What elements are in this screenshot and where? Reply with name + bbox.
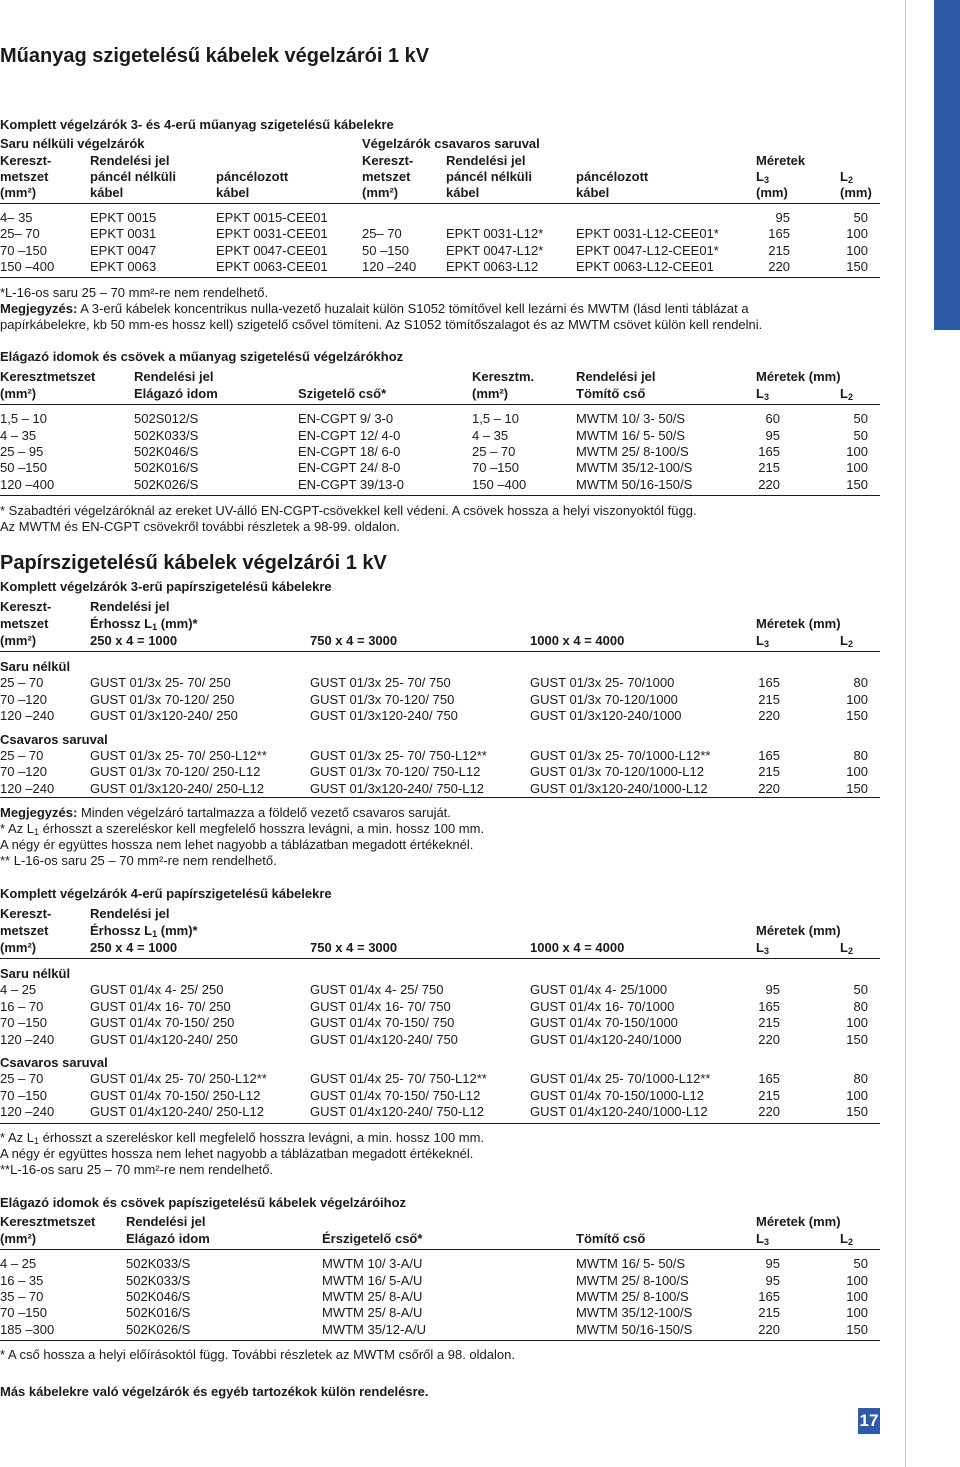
table-cell: 150: [846, 1031, 868, 1047]
table-cell: 150: [846, 780, 868, 796]
table-cell: 220: [758, 708, 780, 723]
note: * Az $L_1$ érhosszt a szereléskor kell megfelelő hosszra levágni, a min. hossz 100 mm.: [0, 821, 485, 837]
table-cell: 502K033/S: [126, 1256, 191, 1271]
side-rule: [905, 0, 906, 1467]
table-header-cell: Keresztmetszet: [0, 1214, 96, 1229]
table-header-cell: Rendelési jel: [446, 153, 526, 168]
table-cell: GUST 01/3x 25- 70/1000-L12**: [530, 747, 711, 763]
table-cell: EPKT 0031-CEE01: [216, 226, 328, 241]
table-cell: MWTM 10/ 3-A/U: [322, 1256, 423, 1271]
table-cell: MWTM 35/12-100/S: [576, 1305, 693, 1320]
table-cell: GUST 01/3x120-240/ 750-L12: [310, 780, 484, 796]
table-cell: MWTM 25/ 8-100/S: [576, 1289, 689, 1304]
table-cell: GUST 01/4x 70-150/ 250: [90, 1015, 235, 1030]
table-cell: 100: [846, 764, 868, 779]
table-header-cell: 750 x 4 = 3000: [310, 633, 398, 648]
note: A négy ér együttes hossza nem lehet nagyobb a táblázatban megadott értékeknél.: [0, 1146, 474, 1161]
table-header-cell: $L_2$: [840, 386, 853, 402]
table-cell: GUST 01/4x 25- 70/1000-L12**: [530, 1071, 711, 1086]
table-cell: 502K026/S: [134, 477, 199, 492]
table-cell: MWTM 50/16-150/S: [576, 1322, 693, 1337]
table-rule: [0, 1340, 880, 1341]
table-cell: GUST 01/4x 16- 70/1000: [530, 998, 675, 1014]
table-cell: MWTM 25/ 8-100/S: [576, 1273, 689, 1288]
table-cell: 215: [768, 243, 790, 258]
table-header-cell: Elágazó idom: [134, 386, 218, 401]
table-cell: 50: [853, 210, 868, 225]
table-header-cell: Szigetelő cső*: [298, 386, 387, 401]
table-cell: 25 – 70: [472, 444, 516, 459]
table-rule: [0, 495, 880, 496]
table-cell: 95: [775, 210, 790, 225]
table-cell: 165: [758, 1071, 780, 1086]
table-cell: 502K016/S: [134, 460, 199, 475]
table-cell: 100: [846, 243, 868, 258]
table-cell: EN-CGPT 39/13-0: [298, 477, 404, 492]
table-cell: 4 – 35: [472, 428, 509, 443]
table-header-cell: $L_3$: [756, 940, 769, 956]
table-cell: 1,5 – 10: [0, 411, 47, 426]
table-cell: GUST 01/3x 70-120/1000-L12: [530, 764, 704, 779]
table-cell: 80: [853, 998, 868, 1014]
table-cell: 70 –150: [472, 460, 519, 475]
table-header-cell: 750 x 4 = 3000: [310, 940, 398, 955]
table-cell: 25– 70: [362, 226, 402, 241]
table-cell: EPKT 0047-L12-CEE01*: [576, 243, 719, 258]
table-cell: GUST 01/3x 70-120/ 750-L12: [310, 764, 481, 779]
table-cell: EN-CGPT 9/ 3-0: [298, 411, 394, 426]
table-cell: 80: [853, 1071, 868, 1086]
table-cell: GUST 01/4x 70-150/ 750: [310, 1015, 455, 1030]
table-cell: 25 – 70: [0, 1071, 44, 1086]
table-header-cell: páncél nélküli: [90, 169, 176, 184]
table-cell: 150 –400: [472, 477, 527, 492]
table-cell: MWTM 25/ 8-100/S: [576, 444, 689, 459]
table-cell: GUST 01/4x120-240/ 250-L12: [90, 1104, 264, 1119]
table-cell: GUST 01/4x 70-150/ 250-L12: [90, 1087, 261, 1103]
note-label: Megjegyzés:: [0, 301, 78, 316]
table-cell: GUST 01/4x120-240/1000-L12: [530, 1104, 708, 1119]
table-cell: 215: [758, 1015, 780, 1030]
table-cell: 502K046/S: [134, 444, 199, 459]
group-label: Végelzárók csavaros saruval: [362, 136, 540, 151]
table-cell: GUST 01/4x 70-150/1000-L12: [530, 1087, 704, 1103]
table-cell: 502K033/S: [134, 428, 199, 443]
table-cell: MWTM 25/ 8-A/U: [322, 1289, 423, 1304]
table-header-cell: Érhossz $L_1$ (mm)*: [90, 616, 198, 632]
note: ** L-16-os saru 25 – 70 mm²-re nem rendelhető.: [0, 853, 277, 868]
table-cell: 165: [768, 226, 790, 241]
section-heading: Komplett végelzárók 3- és 4-erű műanyag szigetelésű kábelekre: [0, 117, 394, 132]
table-header-cell: (mm²): [362, 185, 399, 200]
note: *L-16-os saru 25 – 70 mm²-re nem rendelhető.: [0, 285, 269, 300]
table-cell: GUST 01/3x 25- 70/ 250-L12**: [90, 747, 267, 763]
table-header-cell: Rendelési jel: [576, 369, 656, 384]
table-cell: GUST 01/4x 4- 25/1000: [530, 982, 668, 997]
table-header-cell: Rendelési jel: [134, 369, 214, 384]
table-cell: EPKT 0015-CEE01: [216, 210, 328, 225]
table-cell: 1,5 – 10: [472, 411, 519, 426]
table-cell: 4 – 25: [0, 982, 37, 997]
table-cell: 25 – 70: [0, 747, 44, 763]
note-text: A 3-erű kábelek koncentrikus nulla-vezető huzalait külön S1052 tömítővel kell lezárni és MWTM (lásd lenti táblázat a: [80, 301, 749, 316]
table-cell: GUST 01/4x120-240/ 750: [310, 1031, 458, 1047]
table-cell: 215: [758, 1305, 780, 1320]
table-rule: [0, 797, 880, 798]
table-cell: 95: [765, 1256, 780, 1271]
table-cell: EPKT 0063-L12: [446, 259, 539, 274]
section-heading: Komplett végelzárók 3-erű papírszigetelésű kábelekre: [0, 579, 332, 594]
table-header-cell: metszet: [362, 169, 411, 184]
table-cell: GUST 01/4x 25- 70/ 250-L12**: [90, 1071, 267, 1086]
table-header-cell: Érszigetelő cső*: [322, 1231, 423, 1246]
table-cell: 95: [765, 428, 780, 443]
table-cell: 150: [846, 1322, 868, 1337]
table-cell: 120 –240: [0, 1104, 55, 1119]
table-cell: 70 –150: [0, 1015, 47, 1030]
table-cell: 4– 35: [0, 210, 33, 225]
table-cell: EPKT 0031-L12-CEE01*: [576, 226, 719, 241]
table-cell: 215: [758, 1087, 780, 1103]
table-cell: EPKT 0047-CEE01: [216, 243, 328, 258]
table-cell: 502K026/S: [126, 1322, 191, 1337]
table-cell: 16 – 70: [0, 998, 44, 1014]
table-cell: 150: [846, 259, 868, 274]
table-header-cell: Méretek (mm): [756, 369, 841, 384]
table-header-cell: Rendelési jel: [90, 153, 170, 168]
section-heading: Komplett végelzárók 4-erű papírszigetelésű kábelekre: [0, 886, 332, 901]
table-cell: GUST 01/3x 25- 70/ 250: [90, 675, 231, 690]
table-header-cell: Méretek (mm): [756, 616, 841, 631]
table-header-cell: (mm²): [472, 386, 509, 401]
table-cell: GUST 01/4x 4- 25/ 750: [310, 982, 444, 997]
table-cell: GUST 01/4x 4- 25/ 250: [90, 982, 224, 997]
table-rule: [0, 404, 880, 405]
table-cell: MWTM 35/12-100/S: [576, 460, 693, 475]
table-cell: 70 –120: [0, 764, 47, 779]
table-cell: 502S012/S: [134, 411, 199, 426]
table-header-cell: (mm): [756, 185, 788, 200]
table-cell: 100: [846, 1289, 868, 1304]
note-text: Minden végelzáró tartalmazza a földelő vezető csavaros saruját.: [80, 805, 451, 820]
table-rule: [0, 277, 880, 278]
table-header-cell: Méretek: [756, 153, 806, 168]
table-header-cell: Kereszt-: [0, 153, 52, 168]
table-header-cell: Tömítő cső: [576, 386, 646, 401]
note: **L-16-os saru 25 – 70 mm²-re nem rendelhető.: [0, 1162, 274, 1177]
table-cell: EPKT 0031: [90, 226, 157, 241]
table-cell: 165: [758, 747, 780, 763]
table-rule: [0, 1249, 880, 1250]
table-rule: [0, 651, 880, 652]
table-header-cell: páncél nélküli: [446, 169, 532, 184]
table-cell: 100: [846, 444, 868, 459]
table-cell: 25– 70: [0, 226, 40, 241]
table-cell: 50 –150: [0, 460, 47, 475]
table-cell: 4 – 25: [0, 1256, 37, 1271]
table-header-cell: Keresztmetszet: [0, 369, 96, 384]
table-cell: GUST 01/3x 25- 70/ 750-L12**: [310, 747, 487, 763]
table-cell: 502K046/S: [126, 1289, 191, 1304]
table-cell: EPKT 0047-L12*: [446, 243, 544, 258]
table-cell: 185 –300: [0, 1322, 55, 1337]
table-cell: 70 –120: [0, 691, 47, 707]
group-label: Saru nélkül: [0, 659, 71, 674]
note: A négy ér együttes hossza nem lehet nagyobb a táblázatban megadott értékeknél.: [0, 837, 474, 852]
table-cell: 70 –150: [0, 1087, 47, 1103]
table-cell: GUST 01/3x120-240/ 250: [90, 708, 238, 723]
table-cell: GUST 01/4x120-240/ 750-L12: [310, 1104, 484, 1119]
table-cell: 120 –240: [0, 780, 55, 796]
table-header-cell: (mm²): [0, 940, 37, 955]
table-cell: EPKT 0063-L12-CEE01: [576, 259, 714, 274]
table-cell: GUST 01/4x120-240/ 250: [90, 1031, 238, 1047]
table-rule: [0, 958, 880, 959]
table-cell: EPKT 0015: [90, 210, 157, 225]
table-cell: 220: [758, 780, 780, 796]
table-cell: 60: [765, 411, 780, 426]
table-cell: 35 – 70: [0, 1289, 44, 1304]
table-rule: [0, 203, 880, 204]
table-header-cell: (mm²): [0, 1231, 37, 1246]
table-header-cell: $L_2$: [840, 940, 853, 956]
table-cell: MWTM 16/ 5-A/U: [322, 1273, 423, 1288]
table-header-cell: kábel: [216, 185, 250, 200]
page-number: 17: [858, 1408, 880, 1434]
table-cell: 70 –150: [0, 1305, 47, 1320]
table-header-cell: Elágazó idom: [126, 1231, 210, 1246]
note: Az MWTM és EN-CGPT csövekről további részletek a 98-99. oldalon.: [0, 519, 401, 534]
table-header-cell: páncélozott: [216, 169, 289, 184]
note: * A cső hossza a helyi előírásoktól függ. További részletek az MWTM csőről a 98. oldalon.: [0, 1347, 515, 1362]
table-cell: GUST 01/4x120-240/1000: [530, 1031, 682, 1047]
table-header-cell: $L_2$: [840, 169, 853, 185]
note: * Szabadtéri végelzáróknál az ereket UV-álló EN-CGPT-csövekkel kell védeni. A csövek hossza a helyi viszonyoktól függ.: [0, 503, 697, 518]
table-cell: EN-CGPT 18/ 6-0: [298, 444, 401, 459]
table-cell: 215: [758, 691, 780, 707]
table-cell: 100: [846, 226, 868, 241]
table-cell: GUST 01/3x 25- 70/1000: [530, 675, 675, 690]
table-cell: GUST 01/4x 16- 70/ 250: [90, 998, 231, 1014]
table-header-cell: $L_3$: [756, 633, 769, 649]
table-cell: GUST 01/3x 70-120/ 750: [310, 691, 455, 707]
table-header-cell: Rendelési jel: [90, 906, 170, 921]
table-header-cell: (mm²): [0, 633, 37, 648]
table-cell: 150: [846, 708, 868, 723]
table-header-cell: $L_3$: [756, 169, 769, 185]
table-header-cell: metszet: [0, 616, 49, 631]
table-header-cell: Kereszt-: [0, 599, 52, 614]
table-cell: 220: [768, 259, 790, 274]
table-header-cell: metszet: [0, 923, 49, 938]
note-label: Megjegyzés:: [0, 805, 78, 820]
table-cell: 100: [846, 1273, 868, 1288]
table-cell: GUST 01/4x 70-150/ 750-L12: [310, 1087, 481, 1103]
table-cell: 25 – 95: [0, 444, 44, 459]
table-header-cell: Rendelési jel: [90, 599, 170, 614]
table-cell: 100: [846, 1015, 868, 1030]
note: * Az $L_1$ érhosszt a szereléskor kell megfelelő hosszra levágni, a min. hossz 100 mm.: [0, 1130, 485, 1146]
table-cell: 120 –240: [0, 1031, 55, 1047]
table-cell: MWTM 25/ 8-A/U: [322, 1305, 423, 1320]
table-cell: 165: [758, 444, 780, 459]
table-cell: 50: [853, 1256, 868, 1271]
table-cell: 120 –400: [0, 477, 55, 492]
table-header-cell: (mm): [840, 185, 872, 200]
table-cell: 150 –400: [0, 259, 55, 274]
table-cell: 100: [846, 460, 868, 475]
table-cell: 25 – 70: [0, 675, 44, 690]
table-cell: 502K016/S: [126, 1305, 191, 1320]
table-cell: 150: [846, 1104, 868, 1119]
table-cell: 165: [758, 998, 780, 1014]
table-cell: GUST 01/3x120-240/ 750: [310, 708, 458, 723]
group-label: Saru nélkül: [0, 966, 71, 981]
table-cell: 95: [765, 1273, 780, 1288]
table-header-cell: (mm²): [0, 185, 37, 200]
table-cell: 80: [853, 675, 868, 690]
table-cell: 120 –240: [0, 708, 55, 723]
table-cell: 220: [758, 1031, 780, 1047]
table-cell: 50 –150: [362, 243, 409, 258]
table-cell: EPKT 0063: [90, 259, 157, 274]
note: [0, 301, 749, 317]
table-header-cell: metszet: [0, 169, 49, 184]
table-cell: MWTM 16/ 5- 50/S: [576, 428, 686, 443]
table-cell: 215: [758, 460, 780, 475]
table-header-cell: 250 x 4 = 1000: [90, 940, 178, 955]
table-cell: MWTM 35/12-A/U: [322, 1322, 427, 1337]
table-header-cell: kábel: [446, 185, 480, 200]
section-heading: Elágazó idomok és csövek papíszigetelésű kábelek végelzáróihoz: [0, 1195, 407, 1210]
table-cell: 502K033/S: [126, 1273, 191, 1288]
table-cell: GUST 01/3x 70-120/1000: [530, 691, 678, 707]
table-header-cell: 1000 x 4 = 4000: [530, 940, 625, 955]
section-heading: Elágazó idomok és csövek a műanyag szigetelésű végelzárókhoz: [0, 349, 404, 364]
table-cell: GUST 01/3x 70-120/ 250: [90, 691, 235, 707]
table-cell: 120 –240: [362, 259, 417, 274]
section-title: Papírszigetelésű kábelek végelzárói 1 kV: [0, 552, 387, 574]
table-header-cell: Rendelési jel: [126, 1214, 206, 1229]
table-header-cell: Kereszt-: [0, 906, 52, 921]
table-cell: EPKT 0063-CEE01: [216, 259, 328, 274]
side-color-tab: [934, 0, 960, 330]
table-header-cell: Kereszt-: [362, 153, 414, 168]
group-label: Csavaros saruval: [0, 1055, 108, 1070]
footer-note: Más kábelekre való végelzárók és egyéb tartozékok külön rendelésre.: [0, 1384, 429, 1399]
table-cell: 50: [853, 411, 868, 426]
table-cell: 165: [758, 1289, 780, 1304]
table-cell: GUST 01/4x 16- 70/ 750: [310, 998, 451, 1014]
table-cell: GUST 01/3x 25- 70/ 750: [310, 675, 451, 690]
table-cell: 100: [846, 1087, 868, 1103]
table-header-cell: Érhossz $L_1$ (mm)*: [90, 923, 198, 939]
table-header-cell: Méretek (mm): [756, 1214, 841, 1229]
table-cell: 95: [765, 982, 780, 997]
table-header-cell: 250 x 4 = 1000: [90, 633, 178, 648]
table-cell: 80: [853, 747, 868, 763]
table-cell: GUST 01/3x120-240/1000-L12: [530, 780, 708, 796]
table-cell: 100: [846, 691, 868, 707]
table-cell: 50: [853, 428, 868, 443]
table-cell: 220: [758, 477, 780, 492]
table-cell: 165: [758, 675, 780, 690]
table-header-cell: $L_2$: [840, 1231, 853, 1247]
table-cell: EPKT 0047: [90, 243, 157, 258]
group-label: Csavaros saruval: [0, 731, 108, 747]
note: papírkábelekre, kb 50 mm-es hossz kell) szigetelő csővel tömíteni. Az S1052 tömítőszalagot és az MWTM csövet külön kell rendelni.: [0, 317, 763, 332]
table-cell: 215: [758, 764, 780, 779]
table-cell: MWTM 10/ 3- 50/S: [576, 411, 686, 426]
table-rule: [0, 1123, 880, 1124]
table-header-cell: Méretek (mm): [756, 923, 841, 938]
table-header-cell: páncélozott: [576, 169, 649, 184]
table-cell: MWTM 16/ 5- 50/S: [576, 1256, 686, 1271]
table-cell: 4 – 35: [0, 428, 37, 443]
table-cell: 16 – 35: [0, 1273, 44, 1288]
table-cell: GUST 01/3x 70-120/ 250-L12: [90, 764, 261, 779]
table-cell: 100: [846, 1305, 868, 1320]
table-header-cell: Keresztm.: [472, 369, 535, 384]
table-cell: EN-CGPT 12/ 4-0: [298, 428, 401, 443]
table-cell: GUST 01/4x 25- 70/ 750-L12**: [310, 1071, 487, 1086]
table-cell: 70 –150: [0, 243, 47, 258]
table-cell: GUST 01/3x120-240/1000: [530, 708, 682, 723]
table-header-cell: $L_3$: [756, 1231, 769, 1247]
table-cell: GUST 01/4x 70-150/1000: [530, 1015, 678, 1030]
table-cell: 220: [758, 1322, 780, 1337]
page-title: Műanyag szigetelésű kábelek végelzárói 1 kV: [0, 45, 430, 67]
table-cell: GUST 01/3x120-240/ 250-L12: [90, 780, 264, 796]
table-cell: 150: [846, 477, 868, 492]
table-header-cell: (mm²): [0, 386, 37, 401]
table-cell: 220: [758, 1104, 780, 1119]
table-header-cell: $L_2$: [840, 633, 853, 649]
table-header-cell: 1000 x 4 = 4000: [530, 633, 625, 648]
table-header-cell: kábel: [576, 185, 610, 200]
table-header-cell: Tömítő cső: [576, 1231, 646, 1246]
table-cell: EN-CGPT 24/ 8-0: [298, 460, 401, 475]
table-cell: EPKT 0031-L12*: [446, 226, 544, 241]
table-header-cell: $L_3$: [756, 386, 769, 402]
table-cell: MWTM 50/16-150/S: [576, 477, 693, 492]
note: [0, 805, 451, 821]
table-cell: 50: [853, 982, 868, 997]
group-label: Saru nélküli végelzárók: [0, 136, 145, 151]
table-header-cell: kábel: [90, 185, 124, 200]
